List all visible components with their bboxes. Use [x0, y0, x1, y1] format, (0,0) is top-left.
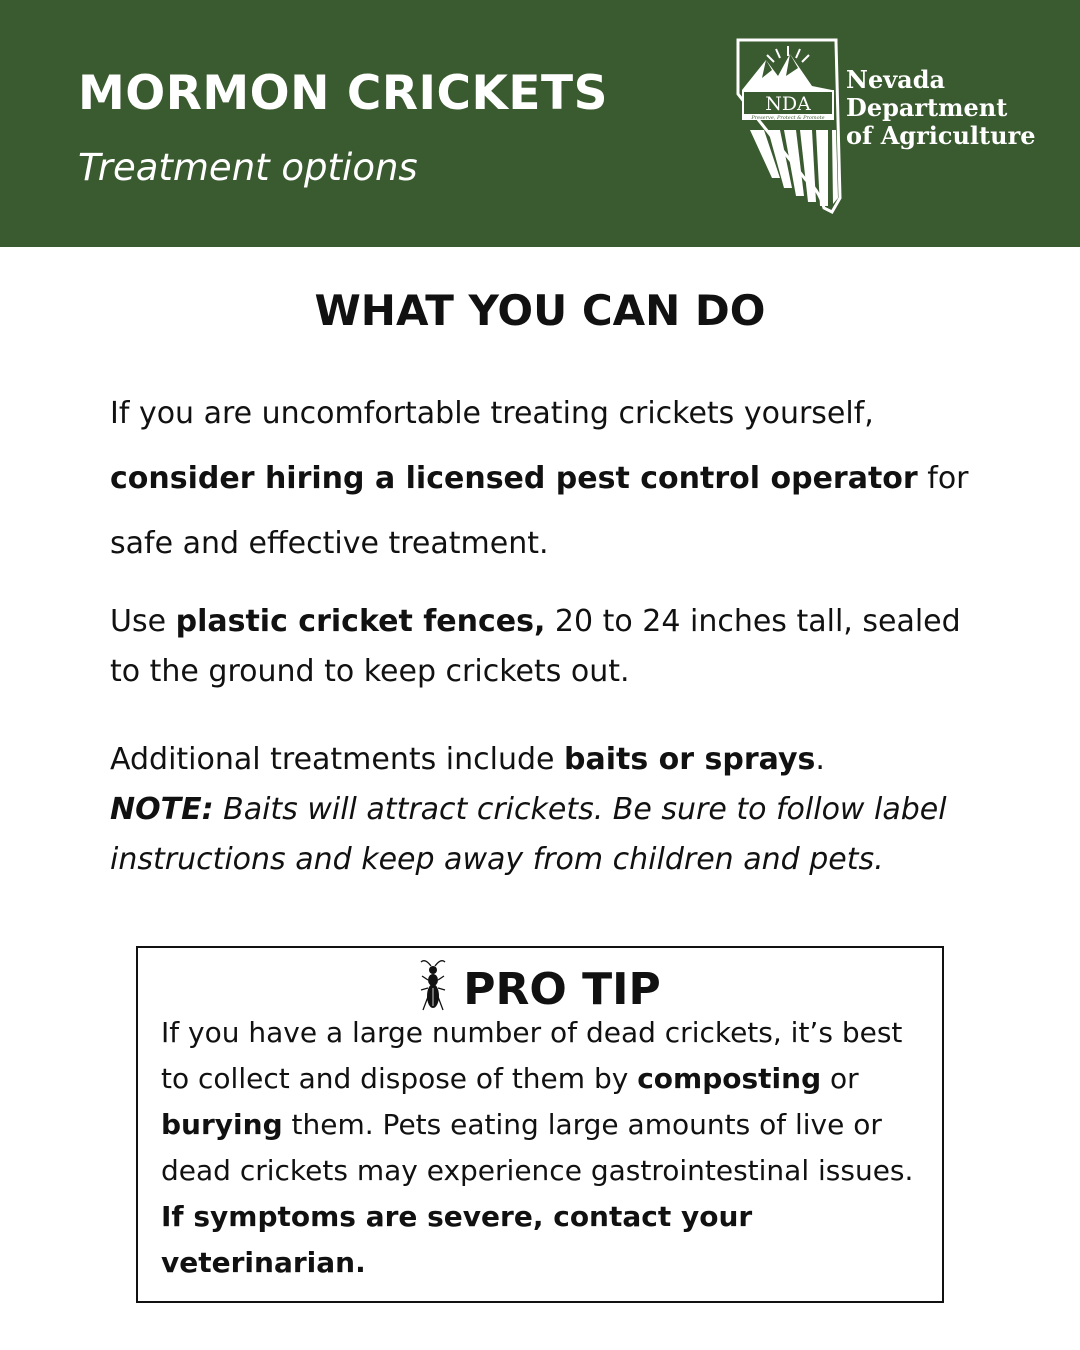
header-banner	[0, 0, 1080, 247]
pro-tip-contact-vet: If symptoms are severe, contact your veterinarian.	[161, 1200, 753, 1279]
pro-tip-body	[161, 1010, 931, 1286]
pro-tip-text: or	[821, 1062, 859, 1095]
paragraph-text: If you are uncomfortable treating crickets yourself,	[110, 396, 874, 431]
cricket-icon	[419, 960, 447, 1014]
pro-tip-text: If you have a large number of dead crickets, it’s best to collect and dispose of them by	[161, 1016, 903, 1095]
paragraph-baits-sprays	[110, 735, 990, 885]
pro-tip-title: PRO TIP	[463, 964, 661, 1015]
section-heading: WHAT YOU CAN DO	[314, 286, 766, 335]
paragraph-text: for safe and effective treatment.	[110, 461, 969, 561]
note-label: NOTE:	[110, 792, 214, 827]
paragraph-text: Use	[110, 604, 176, 639]
paragraph-emphasis: baits or sprays	[564, 742, 816, 777]
paragraph-emphasis: consider hiring a licensed pest control operator	[110, 461, 918, 496]
paragraph-text: Additional treatments include	[110, 742, 565, 777]
page-title: MORMON CRICKETS	[78, 66, 608, 121]
nda-logo-icon	[736, 38, 844, 214]
pro-tip-box	[136, 946, 944, 1303]
paragraph-text: .	[815, 742, 825, 777]
pro-tip-emphasis: composting	[637, 1062, 822, 1095]
org-name	[846, 66, 1035, 150]
paragraph-text: 20 to 24 inches tall, sealed to the ground to keep crickets out.	[110, 604, 961, 689]
paragraph-cricket-fences	[110, 597, 990, 697]
paragraph-hire-operator	[110, 381, 990, 576]
page-subtitle: Treatment options	[78, 146, 418, 189]
note-text: Baits will attract crickets. Be sure to follow label instructions and keep away from children and pets.	[110, 792, 947, 877]
org-name-line: of Agriculture	[846, 121, 1036, 150]
paragraph-emphasis: plastic cricket fences,	[175, 604, 546, 639]
svg-text:Preserve, Protect & Promote: Preserve, Protect & Promote	[751, 115, 825, 121]
pro-tip-emphasis: burying	[161, 1108, 283, 1141]
org-name-line: Nevada	[846, 65, 946, 94]
org-name-line: Department	[846, 93, 1008, 122]
pro-tip-heading	[138, 960, 942, 1015]
nda-abbreviation: NDA	[765, 93, 811, 115]
pro-tip-text: them. Pets eating large amounts of live or dead crickets may experience gastrointestinal issues.	[161, 1108, 914, 1187]
